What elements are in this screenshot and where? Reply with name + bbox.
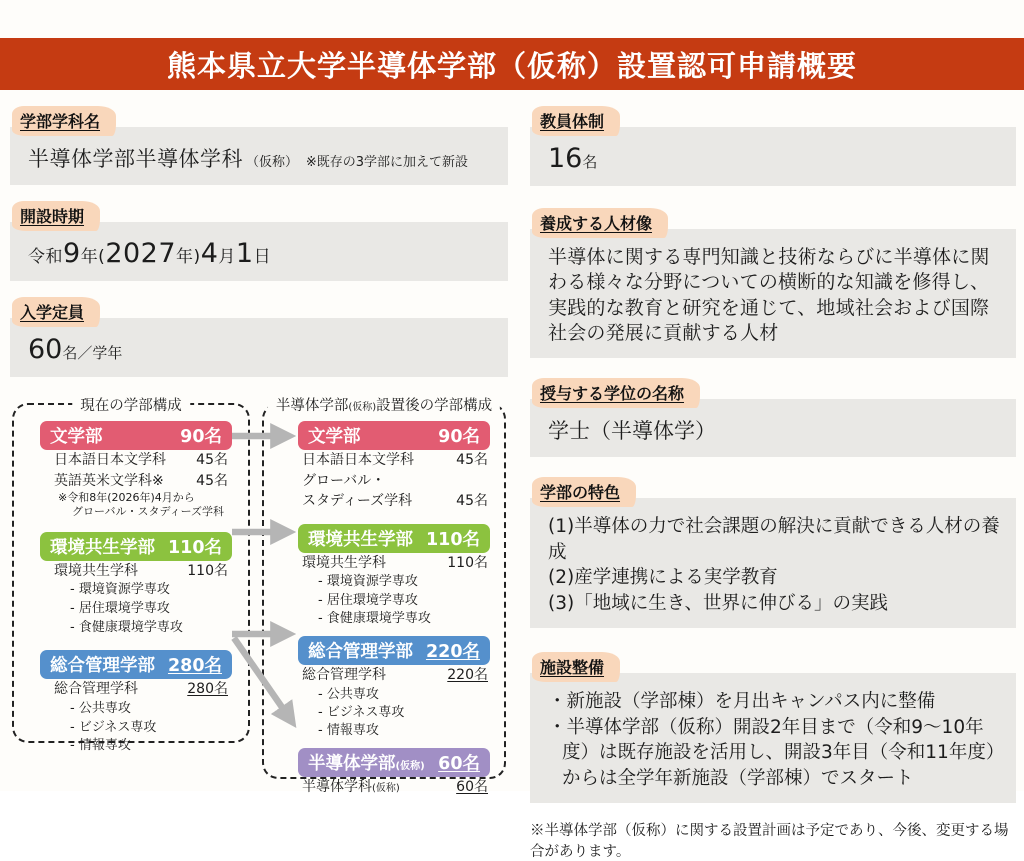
facility-item: ・新施設（学部棟）を月出キャンパス内に整備 [548,691,936,713]
specialization-item: - 情報専攻 [318,723,379,739]
faculty-quota: 90名 [438,427,480,447]
department-row: 英語英米文学科※ 45名 [54,472,228,489]
faculty-name: 文学部 [308,427,361,447]
era-text: 令和 [28,247,63,267]
faculty-quota: 60名 [438,754,480,775]
faculty-quota: 220名 [425,642,480,663]
current-structure-title: 現在の学部構成 [72,394,190,415]
faculty-staff-unit: 名 [582,153,598,171]
faculty-quota: 110名 [425,529,480,550]
faculty-banner-environment-current [40,532,232,561]
faculty-name: 文学部 [50,427,103,447]
faculty-name: 環境共生学部 [308,529,413,550]
department-row: 日本語日本文学科 45名 [302,452,488,468]
faculty-quota: 110名 [167,537,222,558]
specialization-item: - 居住環境学専攻 [70,601,170,617]
section-dept-name [10,106,508,185]
feature-item: (2)産学連携による実学教育 [548,567,778,589]
section-talent [530,208,1016,358]
specialization-item: - 食健康環境学専攻 [70,620,183,636]
facility-item: ・半導体学部（仮称）開設2年目まで（令和9～10年度）は既存施設を活用し、開設3年目（令和11年度）からは全学年新施設（学部棟）でスタート [548,716,996,789]
section-capacity [10,297,508,377]
degree-value: 学士（半導体学） [548,419,716,444]
specialization-item: - 情報専攻 [70,738,131,754]
section-faculty-staff [530,106,1016,186]
section-features [530,477,1016,628]
department-row: グローバル・ [302,472,386,489]
faculty-quota: 90名 [180,427,222,447]
specialization-item: - 食健康環境学専攻 [318,610,431,626]
dept-name-value: 半導体学部半導体学科 [28,147,243,171]
department-row: 日本語日本文学科 45名 [54,452,228,468]
specialization-item: - 環境資源学専攻 [70,582,170,598]
month-text: 月 [218,247,236,267]
left-column [10,106,508,796]
department-row: 環境共生学科 110名 [302,554,488,571]
talent-text: 半導体に関する専門知識と技術ならびに半導体に関わる様々な分野についての横断的な知識を修得し、実践的な教育と研究を通じて、地域社会および国際社会の発展に貢献する人材 [548,246,990,344]
section-opening-date [10,201,508,281]
opening-date-value [28,238,494,269]
talent-label: 養成する人材像 [532,208,668,238]
page-title: 熊本県立大学半導体学部（仮称）設置認可申請概要 [166,48,857,83]
department-row: 総合管理学科 220名 [302,667,488,684]
dept-name-suffix: （仮称） [246,155,299,170]
capacity-unit: 名／学年 [62,344,123,362]
era-number: 9 [63,238,81,269]
feature-item: (1)半導体の力で社会課題の解決に貢献できる人材の養成 [548,516,1000,563]
faculty-banner-environment-after [298,524,490,553]
letters-note-1: ※令和8年(2026年)4月から [58,491,195,505]
specialization-item: - 居住環境学専攻 [318,592,418,608]
after-structure-title: 半導体学部(仮称)設置後の学部構成 [268,394,500,415]
org-chart [10,395,508,796]
disclaimer-footnote: ※半導体学部（仮称）に関する設置計画は予定であり、今後、変更する場合があります。 [530,823,1009,861]
specialization-item: - ビジネス専攻 [70,719,157,735]
department-row: スタディーズ学科 45名 [302,493,488,510]
faculty-quota: 280名 [167,656,222,677]
specialization-item: - 公共専攻 [318,686,379,702]
dept-name-note: ※既存の3学部に加えて新設 [305,155,468,170]
department-row: 半導体学科(仮称) 60名 [302,779,488,796]
right-column [530,106,1016,861]
opening-date-label: 開設時期 [12,201,100,231]
after-structure-box [262,398,506,796]
year-number: 2027 [105,238,177,269]
current-structure-box [12,398,250,754]
specialization-item: - 環境資源学専攻 [318,574,418,590]
degree-label: 授与する学位の名称 [532,378,700,408]
month-number: 4 [200,238,219,269]
faculty-name: 総合管理学部 [308,642,413,663]
faculty-banner-letters-current [40,421,232,450]
talent-box [530,229,1016,358]
faculty-name: 半導体学部(仮称) [308,754,425,775]
faculty-staff-label: 教員体制 [532,106,620,136]
features-box [530,498,1016,628]
day-text: 日 [253,247,272,267]
header-banner [0,38,1024,90]
department-row: 総合管理学科 280名 [54,681,228,698]
specialization-item: - ビジネス専攻 [318,704,405,720]
capacity-number: 60 [28,334,63,365]
facilities-label: 施設整備 [532,652,620,682]
feature-item: (3)「地域に生き、世界に伸びる」の実践 [548,592,888,614]
section-facilities [530,652,1016,803]
faculty-name: 総合管理学部 [50,656,155,677]
section-degree [530,378,1016,457]
features-label: 学部の特色 [532,477,636,507]
faculty-banner-admin-after [298,636,490,665]
faculty-staff-number: 16 [548,143,583,174]
facilities-box [530,673,1016,803]
capacity-label: 入学定員 [12,297,100,327]
department-row: 環境共生学科 110名 [54,562,228,579]
day-number: 1 [235,238,254,269]
faculty-banner-semiconductor [298,748,490,777]
dept-name-label: 学部学科名 [12,106,116,136]
faculty-banner-letters-after [298,421,490,450]
faculty-name: 環境共生学部 [50,537,155,558]
faculty-banner-admin-current [40,650,232,679]
letters-note-2: グローバル・スタディーズ学科 [72,505,225,519]
specialization-item: - 公共専攻 [70,700,131,716]
paren-text: 年) [176,247,201,267]
paren-text: 年( [80,247,106,267]
